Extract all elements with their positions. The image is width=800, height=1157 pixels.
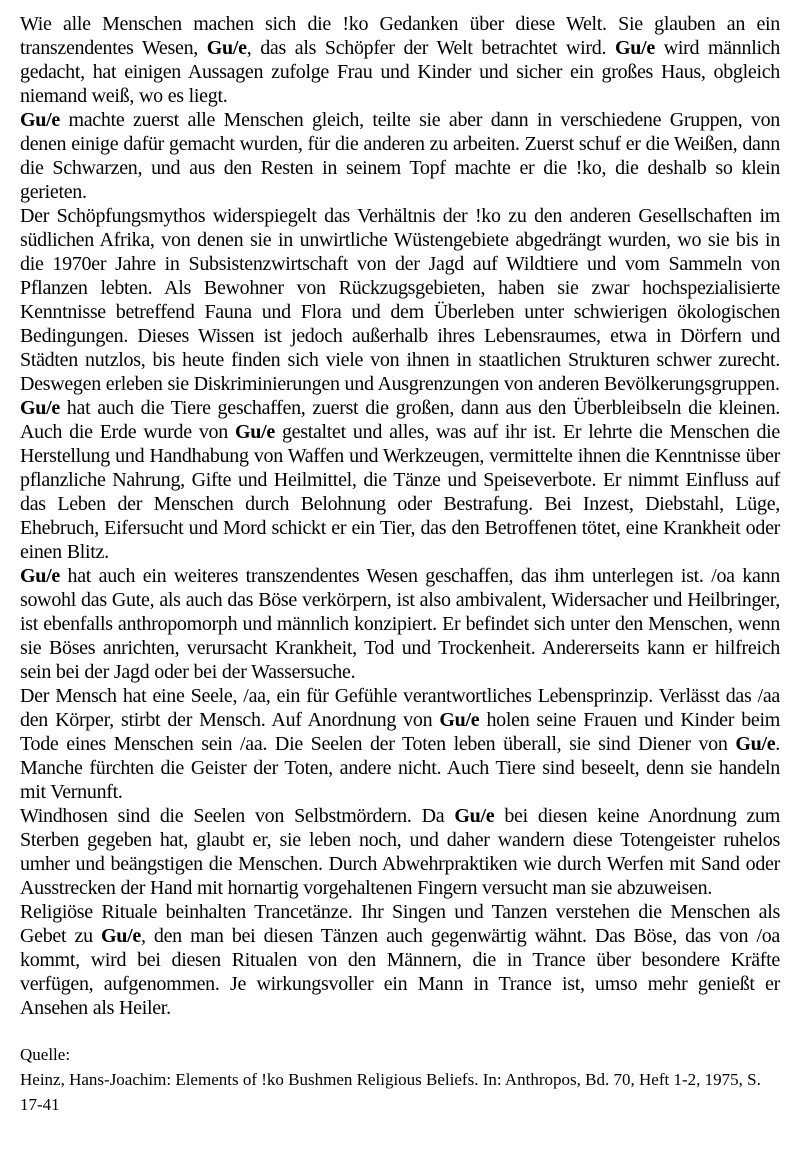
- source-block: [20, 1042, 780, 1117]
- text-segment: Wie alle Menschen machen sich die !ko Gedanken über diese Welt. Sie glauben an ein transzendentes Wesen,: [20, 13, 780, 59]
- term-bold: Gu/e: [439, 709, 480, 731]
- text-segment: Der Mensch hat eine Seele, /aa, ein für Gefühle verantwortliches Lebensprinzip. Verlässt das /aa den Körper, stirbt der Mensch. Auf Anordnung von: [20, 685, 780, 731]
- text-segment: hat auch die Tiere geschaffen, zuerst die großen, dann aus den Überbleibseln die kleinen. Auch die Erde wurde von: [20, 397, 780, 443]
- term-bold: Gu/e: [454, 805, 495, 827]
- term-bold: Gu/e: [20, 109, 60, 131]
- text-segment: , den man bei diesen Tänzen auch gegenwärtig wähnt. Das Böse, das von /oa kommt, wird bei diesen Ritualen von den Männern, die in Trance über besondere Kräfte verfügen, aufgenommen. Je wirkungsvoller ein Mann in Trance ist, umso mehr genießt er Ansehen als Heiler.: [20, 925, 780, 1019]
- text-segment: Der Schöpfungsmythos widerspiegelt das Verhältnis der !ko zu den anderen Gesellschaften im südlichen Afrika, von denen sie in unwirtliche Wüstengebiete abgedrängt wurden, wo sie bis in die 1970er Jahre in Subsistenzwirtschaft von der Jagd auf Wildtiere und vom Sammeln von Pflanzen lebten. Als Bewohner von Rückzugsgebieten, haben sie zwar hochspezialisierte Kenntnisse betreffend Fauna und Flora und dem Überleben unter schwierigen ökologischen Bedingungen. Dieses Wissen ist jedoch außerhalb ihres Lebensraumes, etwa in Dörfern und Städten nutzlos, bis heute finden sich viele von ihnen in staatlichen Strukturen schwer zurecht. Deswegen erleben sie Diskriminierungen und Ausgrenzungen von anderen Bevölkerungsgruppen.: [20, 205, 780, 395]
- paragraph: [20, 204, 780, 396]
- paragraph: [20, 108, 780, 204]
- source-label: Quelle:: [20, 1045, 71, 1064]
- paragraph: [20, 684, 780, 804]
- text-segment: holen seine Frauen und Kinder beim Tode eines Menschen sein /aa. Die Seelen der Toten leben überall, sie sind Diener von: [20, 709, 781, 755]
- paragraph: [20, 12, 780, 108]
- text-segment: wird männlich gedacht, hat einigen Aussagen zufolge Frau und Kinder und sicher ein großes Haus, obgleich niemand weiß, wo es liegt.: [20, 37, 780, 107]
- text-segment: hat auch ein weiteres transzendentes Wesen geschaffen, das ihm unterlegen ist. /oa kann sowohl das Gute, als auch das Böse verkörpern, ist also ambivalent, Widersacher und Heilbringer, ist ebenfalls anthropomorph und männlich konzipiert. Er befindet sich unter den Menschen, wenn sie Böses anrichten, verursacht Krankheit, Tod und Trockenheit. Andererseits kann er hilfreich sein bei der Jagd oder bei der Wassersuche.: [20, 565, 780, 683]
- text-segment: bei diesen keine Anordnung zum Sterben gegeben hat, glaubt er, sie leben noch, und daher wandern diese Totengeister ruhelos umher und beängstigen die Menschen. Durch Abwehrpraktiken wie durch Werfen mit Sand oder Ausstrecken der Hand mit hornartig vorgehaltenen Fingern versucht man sie abzuweisen.: [20, 805, 780, 899]
- text-segment: gestaltet und alles, was auf ihr ist. Er lehrte die Menschen die Herstellung und Handhabung von Waffen und Werkzeugen, vermittelte ihnen die Kenntnisse über pflanzliche Nahrung, Gifte und Heilmittel, die Tänze und Speiseverbote. Er nimmt Einfluss auf das Leben der Menschen durch Belohnung oder Bestrafung. Bei Inzest, Diebstahl, Lüge, Ehebruch, Eifersucht und Mord schickt er ein Tier, das den Betroffenen tötet, eine Krankheit oder einen Blitz.: [20, 421, 780, 563]
- paragraph: [20, 804, 780, 900]
- text-segment: machte zuerst alle Menschen gleich, teilte sie aber dann in verschiedene Gruppen, von denen einige dafür gemacht wurden, für die anderen zu arbeiten. Zuerst schuf er die Weißen, dann die Schwarzen, und aus den Resten in seinem Topf machte er die !ko, die deshalb so klein gerieten.: [20, 109, 780, 203]
- paragraph: [20, 900, 780, 1020]
- term-bold: Gu/e: [234, 421, 275, 443]
- text-segment: Windhosen sind die Seelen von Selbstmördern. Da: [20, 805, 455, 827]
- paragraph: [20, 564, 780, 684]
- text-segment: . Manche fürchten die Geister der Toten, andere nicht. Auch Tiere sind beseelt, denn sie handeln mit Vernunft.: [20, 733, 780, 803]
- text-block: [20, 12, 780, 1020]
- term-bold: Gu/e: [20, 397, 60, 419]
- term-bold: Gu/e: [614, 37, 655, 59]
- paragraph: [20, 396, 780, 564]
- text-segment: Religiöse Rituale beinhalten Trancetänze. Ihr Singen und Tanzen verstehen die Menschen als Gebet zu: [20, 901, 780, 947]
- text-segment: , das als Schöpfer der Welt betrachtet wird.: [246, 37, 615, 59]
- source-citation: Heinz, Hans-Joachim: Elements of !ko Bushmen Religious Beliefs. In: Anthropos, Bd. 70, Heft 1-2, 1975, S. 17-41: [20, 1070, 761, 1114]
- term-bold: Gu/e: [735, 733, 776, 755]
- term-bold: Gu/e: [101, 925, 141, 947]
- term-bold: Gu/e: [20, 565, 60, 587]
- term-bold: Gu/e: [206, 37, 247, 59]
